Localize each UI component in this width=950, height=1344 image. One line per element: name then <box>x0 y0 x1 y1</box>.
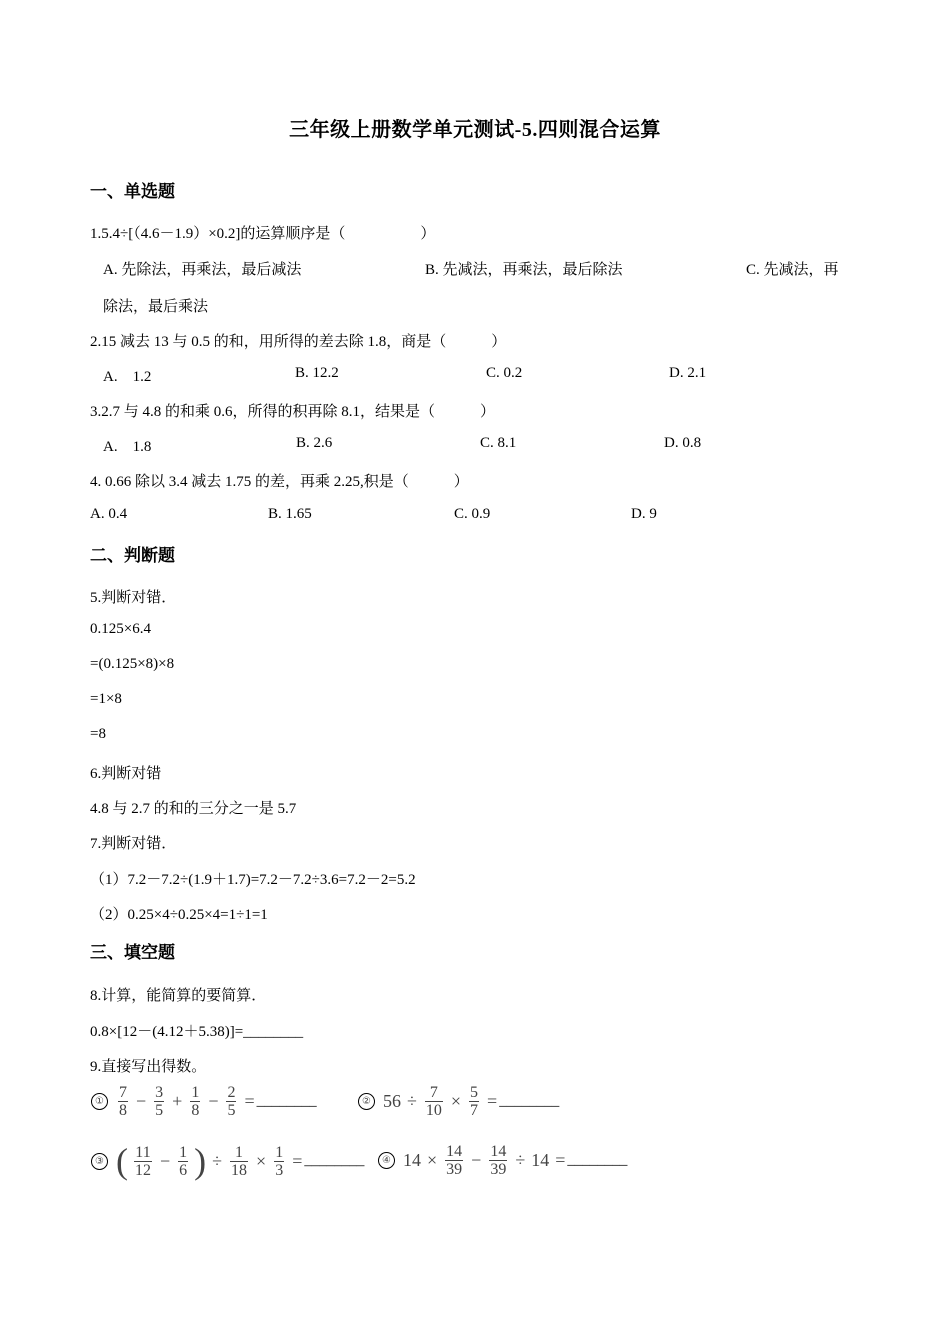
question-2-option-c: C. 0.2 <box>486 365 523 381</box>
question-1-option-b: B. 先减法，再乘法，最后除法 <box>425 262 623 278</box>
answer-blank: ________ <box>304 1152 365 1169</box>
fraction: $\frac{11}{12}$ <box>135 1143 151 1179</box>
expression-3-number: ③ <box>91 1153 108 1170</box>
fraction: $\frac{2}{5}$ <box>227 1084 236 1119</box>
fraction: $\frac{14}{39}$ <box>446 1143 463 1178</box>
question-9-expression-2: ② 56 ÷ $\frac{7}{10}$ × $\frac{5}{7}$ = ________ <box>358 1084 559 1119</box>
question-5-line-3: =1×8 <box>90 691 122 707</box>
fraction: $\frac{14}{39}$ <box>490 1143 507 1178</box>
question-4-option-d: D. 9 <box>631 506 657 522</box>
question-2-option-a: A. 1.2 <box>103 369 152 385</box>
question-1-stem: 1.5.4÷[（4.6－1.9）×0.2]的运算顺序是（ ） <box>90 226 436 242</box>
question-9-expression-4: ④ 14 × $\frac{14}{39}$ − $\frac{14}{39}$ ÷ 14 = ________ <box>378 1143 627 1178</box>
question-1-option-c: C. 先减法，再 <box>746 262 839 278</box>
question-3-option-c: C. 8.1 <box>480 435 517 451</box>
question-5-line-2: =(0.125×8)×8 <box>90 656 175 672</box>
question-8-line-1: 0.8×[12－(4.12＋5.38)]=________ <box>90 1024 304 1040</box>
expression-1-number: ① <box>91 1093 108 1110</box>
question-6-line-1: 4.8 与 2.7 的和的三分之一是 5.7 <box>90 801 297 817</box>
fraction: $\frac{7}{8}$ <box>119 1084 127 1119</box>
question-7-stem: 7.判断对错． <box>90 836 177 852</box>
question-3-option-b: B. 2.6 <box>296 435 333 451</box>
section-heading-true-false: 二、判断题 <box>90 546 175 565</box>
question-4-stem: 4. 0.66 除以 3.4 减去 1.75 的差，再乘 2.25,积是（ ） <box>90 474 469 490</box>
question-9-expression-3: ③ ( $\frac{11}{12}$ − $\frac{1}{6}$ ) ÷ $\frac{1}{18}$ × $\frac{1}{3}$ = ________ <box>91 1140 364 1182</box>
expression-2-number: ② <box>358 1093 375 1110</box>
fraction: $\frac{5}{7}$ <box>470 1084 479 1119</box>
question-2-option-b: B. 12.2 <box>295 365 339 381</box>
question-2-stem: 2.15 减去 13 与 0.5 的和，用所得的差去除 1.8，商是（ ） <box>90 334 507 350</box>
question-5-stem: 5.判断对错． <box>90 590 177 606</box>
question-1-option-a: A. 先除法，再乘法，最后减法 <box>103 262 302 278</box>
section-heading-fill-in: 三、填空题 <box>90 943 175 962</box>
question-9-expression-1: ① $\frac{7}{8}$ − $\frac{3}{5}$ + $\frac{1}{8}$ − $\frac{2}{5}$ = ________ <box>91 1084 317 1119</box>
fraction: $\frac{3}{5}$ <box>155 1084 164 1119</box>
question-3-stem: 3.2.7 与 4.8 的和乘 0.6，所得的积再除 8.1，结果是（ ） <box>90 404 496 420</box>
question-5-line-1: 0.125×6.4 <box>90 621 151 637</box>
question-4-option-b: B. 1.65 <box>268 506 312 522</box>
answer-blank: ________ <box>567 1152 628 1168</box>
question-7-line-2: （2）0.25×4÷0.25×4=1÷1=1 <box>90 907 268 923</box>
question-4-option-a: A. 0.4 <box>90 506 128 522</box>
section-heading-single-choice: 一、单选题 <box>90 182 175 201</box>
question-9-stem: 9.直接写出得数。 <box>90 1059 207 1075</box>
question-8-stem: 8.计算，能简算的要简算． <box>90 988 267 1004</box>
question-1-option-c-continued: 除法，最后乘法 <box>103 299 209 315</box>
question-5-line-4: =8 <box>90 726 106 742</box>
fraction: $\frac{1}{8}$ <box>191 1084 200 1119</box>
fraction: $\frac{1}{3}$ <box>275 1143 284 1179</box>
question-7-line-1: （1）7.2－7.2÷(1.9＋1.7)=7.2－7.2÷3.6=7.2－2=5.2 <box>90 872 416 888</box>
question-2-option-d: D. 2.1 <box>669 365 707 381</box>
answer-blank: ________ <box>499 1093 560 1109</box>
expression-4-number: ④ <box>378 1152 395 1169</box>
answer-blank: ________ <box>256 1093 317 1109</box>
fraction: $\frac{7}{10}$ <box>425 1084 442 1119</box>
fraction: $\frac{1}{18}$ <box>231 1143 248 1179</box>
fraction: $\frac{1}{6}$ <box>179 1143 188 1179</box>
question-3-option-a: A. 1.8 <box>103 439 152 455</box>
page-title: 三年级上册数学单元测试-5.四则混合运算 <box>289 119 661 141</box>
question-4-option-c: C. 0.9 <box>454 506 491 522</box>
question-6-stem: 6.判断对错 <box>90 766 162 782</box>
question-3-option-d: D. 0.8 <box>664 435 702 451</box>
